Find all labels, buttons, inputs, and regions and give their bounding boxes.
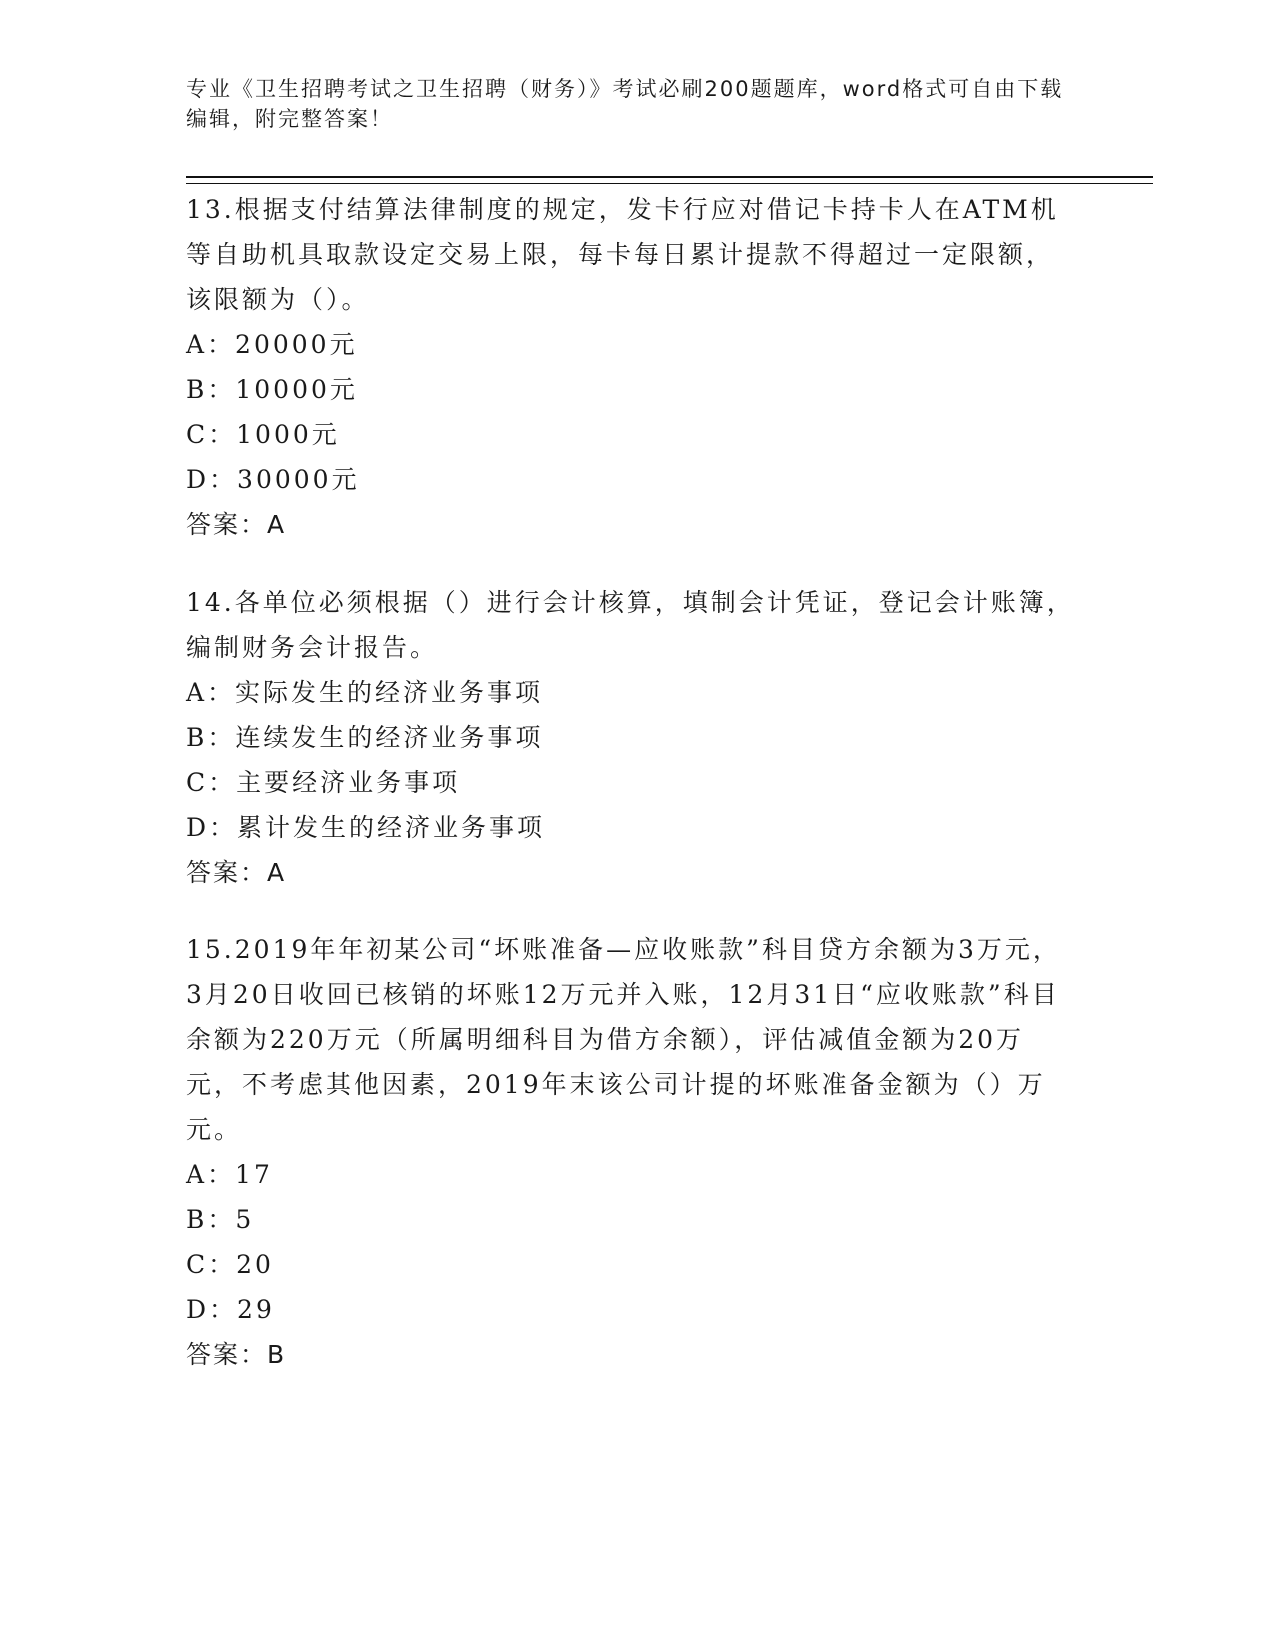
answer-label: 答案：	[186, 510, 268, 539]
option-a: A：20000元	[186, 330, 358, 359]
answer-value: A	[267, 858, 287, 887]
option-c: C：主要经济业务事项	[186, 768, 461, 797]
answer-value: A	[267, 510, 287, 539]
option-d: D：累计发生的经济业务事项	[186, 813, 546, 842]
option-b: B：5	[186, 1205, 255, 1234]
option-b: B：连续发生的经济业务事项	[186, 723, 544, 752]
option-d: D：29	[186, 1295, 275, 1324]
header-divider-thin	[186, 183, 1153, 184]
question-14	[186, 580, 1076, 895]
answer-value: B	[267, 1340, 287, 1369]
option-b: B：10000元	[186, 375, 358, 404]
option-c: C：1000元	[186, 420, 340, 449]
header-divider-thick	[186, 176, 1153, 178]
answer-line	[186, 850, 1076, 895]
answer-line	[186, 1332, 1076, 1377]
answer-line	[186, 502, 1076, 547]
document-header: 专业《卫生招聘考试之卫生招聘（财务）》考试必刷200题题库，word格式可自由下载编辑，附完整答案！	[186, 77, 1064, 131]
option-c: C：20	[186, 1250, 274, 1279]
option-a: A：实际发生的经济业务事项	[186, 678, 544, 707]
question-stem: 14.各单位必须根据（）进行会计核算，填制会计凭证，登记会计账簿，编制财务会计报告。	[186, 588, 1075, 662]
question-stem: 15.2019年年初某公司“坏账准备—应收账款”科目贷方余额为3万元，3月20日收回已核销的坏账12万元并入账，12月31日“应收账款”科目余额为220万元（所属明细科目为借方余额），评估减值金额为20万元，不考虑其他因素，2019年末该公司计提的坏账准备金额为（）万元。	[186, 935, 1061, 1144]
answer-label: 答案：	[186, 858, 268, 887]
question-13	[186, 187, 1076, 547]
answer-label: 答案：	[186, 1340, 268, 1369]
option-a: A：17	[186, 1160, 273, 1189]
question-15	[186, 927, 1076, 1377]
question-stem: 13.根据支付结算法律制度的规定，发卡行应对借记卡持卡人在ATM机等自助机具取款设定交易上限，每卡每日累计提款不得超过一定限额，该限额为（）。	[186, 195, 1059, 314]
option-d: D：30000元	[186, 465, 360, 494]
